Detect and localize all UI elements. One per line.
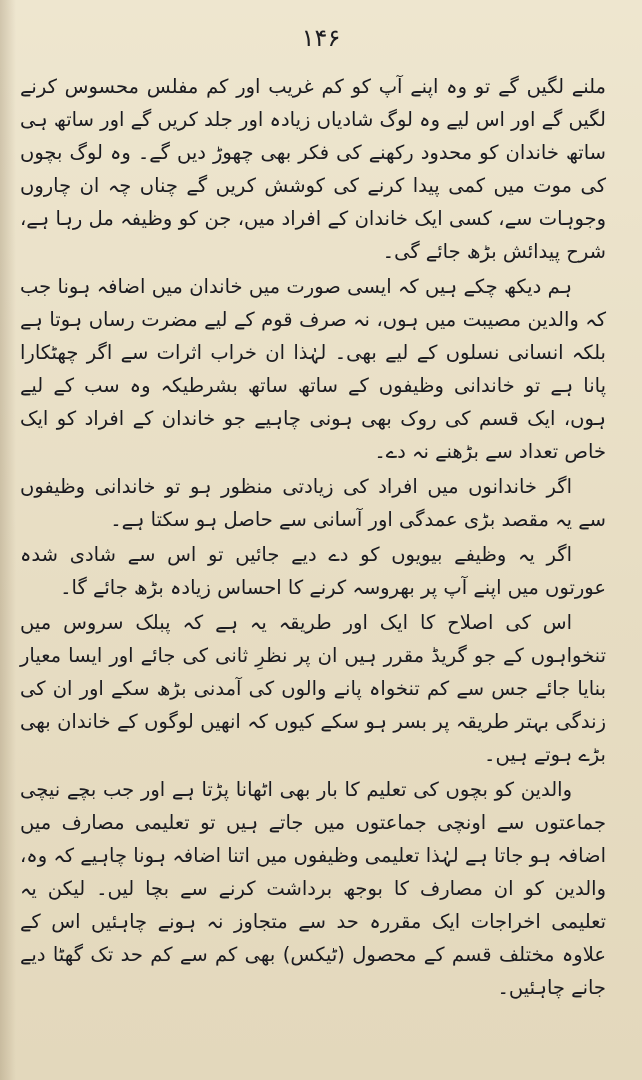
- page-body: [20, 70, 606, 1006]
- paragraph: ہم دیکھ چکے ہیں کہ ایسی صورت میں خاندان میں اضافہ ہونا جب کہ والدین مصیبت میں ہوں، نہ صرف قوم کے لیے مضرت رساں ہوتا ہے بلکہ انسانی نسلوں کے لیے بھی۔ لہٰذا ان خراب اثرات سے اگر چھٹکارا پانا ہے تو خاندانی وظیفوں کے ساتھ ساتھ بشرطیکہ وہ سب کے لیے ہوں، ایک قسم کی روک بھی ہونی چاہیے جو خاندان کے افراد کو ایک خاص تعداد سے بڑھنے نہ دے۔: [20, 275, 606, 463]
- paragraph: اگر یہ وظیفے بیویوں کو دے دیے جائیں تو اس سے شادی شدہ عورتوں میں اپنے آپ پر بھروسہ کرنے کا احساس زیادہ بڑھ جائے گا۔: [20, 543, 606, 599]
- paragraph: والدین کو بچوں کی تعلیم کا بار بھی اٹھانا پڑتا ہے اور جب بچے نیچی جماعتوں سے اونچی جماعتوں میں جاتے ہیں تو تعلیمی مصارف میں اضافہ ہو جاتا ہے لہٰذا تعلیمی وظیفوں میں اتنا اضافہ ہونا چاہیے کہ وہ، والدین کو ان مصارف کا بوجھ برداشت کرنے سے بچا لیں۔ لیکن یہ تعلیمی اخراجات ایک مقررہ حد سے متجاوز نہ ہونے چاہئیں اس کے علاوہ مختلف قسم کے محصول (ٹیکس) بھی کم سے کم حد تک گھٹا دیے جانے چاہئیں۔: [20, 778, 606, 999]
- paragraph: اس کی اصلاح کا ایک اور طریقہ یہ ہے کہ پبلک سروس میں تنخواہوں کے جو گریڈ مقرر ہیں ان پر نظرِ ثانی کی جائے اور ایسا معیار بنایا جائے جس سے کم تنخواہ پانے والوں کی آمدنی بڑھ سکے اور ان کی زندگی بہتر طریقہ پر بسر ہو سکے کیوں کہ انھیں لوگوں کے خاندان بھی بڑے ہوتے ہیں۔: [20, 611, 606, 766]
- page-number: ۱۴۶: [301, 24, 341, 52]
- paragraph: ملنے لگیں گے تو وہ اپنے آپ کو کم غریب اور کم مفلس محسوس کرنے لگیں گے اور اس لیے وہ لوگ شادیاں زیادہ اور جلد کریں گے اور ساتھ ہی ساتھ خاندان کو محدود رکھنے کی فکر بھی چھوڑ دیں گے۔ وہ لوگ بچوں کی موت میں کمی پیدا کرنے کی کوشش کریں گے چناں چہ ان چاروں وجوہات سے، کسی ایک خاندان کے افراد میں، جن کو وظیفہ مل رہا ہے، شرح پیدائش بڑھ جائے گی۔: [20, 75, 606, 263]
- paragraph: اگر خاندانوں میں افراد کی زیادتی منظور ہو تو خاندانی وظیفوں سے یہ مقصد بڑی عمدگی اور آسانی سے حاصل ہو سکتا ہے۔: [20, 475, 606, 531]
- page-edge-shadow: [0, 0, 16, 1080]
